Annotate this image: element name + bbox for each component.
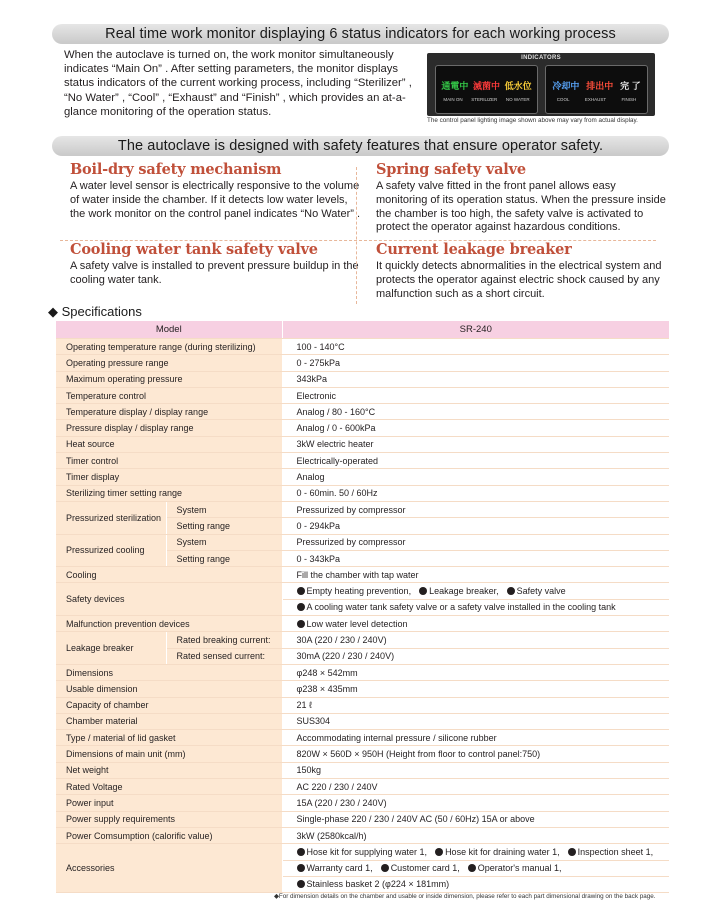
table-row	[56, 534, 669, 550]
table-row	[56, 453, 669, 469]
spec-value: 0 - 275kPa	[282, 355, 669, 371]
malfunction-item: Low water level detection	[306, 618, 408, 629]
table-row	[56, 762, 669, 778]
spec-value: Analog / 0 - 600kPa	[282, 420, 669, 436]
indicator-sterilizer-kanji: 滅菌中	[472, 81, 500, 91]
spec-label: Sterilizing timer setting range	[56, 485, 282, 501]
safety-item: A cooling water tank safety valve or a safety valve installed in the cooling tank	[306, 602, 616, 613]
table-row	[56, 469, 669, 485]
bullet-icon	[507, 587, 515, 595]
table-row	[56, 827, 669, 843]
indicator-exhaust-label: EXHAUST	[584, 97, 607, 102]
panel-caption: The control panel lighting image shown above may vary from actual display.	[427, 117, 638, 124]
indicator-cool-kanji: 冷却中	[552, 81, 580, 91]
spec-label: Leakage breaker	[56, 632, 166, 665]
spec-label: Operating temperature range (during sterilizing)	[56, 339, 282, 355]
spec-value	[282, 876, 669, 892]
feature-text: A water level sensor is electrically responsive to the volume of water inside the chamber. If it detects low water levels, the work monitor on the control panel indicates “No Water” .	[70, 180, 361, 220]
spec-value: 100 - 140°C	[282, 339, 669, 355]
indicator-box-right	[545, 65, 648, 114]
spec-label: Maximum operating pressure	[56, 371, 282, 387]
bullet-icon	[297, 880, 305, 888]
spec-label: Usable dimension	[56, 681, 282, 697]
spec-label: Pressurized sterilization	[56, 501, 166, 534]
indicator-cool-label: COOL	[556, 97, 570, 102]
feature-title: Spring safety valve	[376, 161, 526, 178]
table-row	[56, 339, 669, 355]
indicator-exhaust-kanji: 排出中	[586, 81, 614, 91]
accessory-item: Operator's manual 1,	[477, 863, 562, 874]
safety-item: Empty heating prevention,	[306, 586, 412, 597]
spec-label: Operating pressure range	[56, 355, 282, 371]
spec-value	[282, 860, 669, 876]
safety-item: Leakage breaker,	[429, 586, 499, 597]
spec-value: 150kg	[282, 762, 669, 778]
spec-value: AC 220 / 230 / 240V	[282, 779, 669, 795]
spec-value: 30mA (220 / 230 / 240V)	[282, 648, 669, 664]
feature-leakage-breaker	[376, 241, 666, 301]
bullet-icon	[297, 848, 305, 856]
feature-cooling-tank-valve	[70, 241, 360, 288]
table-row	[56, 371, 669, 387]
table-row	[56, 420, 669, 436]
specifications-table	[56, 321, 669, 893]
spec-label: Timer control	[56, 453, 282, 469]
spec-label: Capacity of chamber	[56, 697, 282, 713]
spec-sublabel: System	[166, 534, 282, 550]
spec-value: 21 ℓ	[282, 697, 669, 713]
safety-item: Safety valve	[516, 586, 566, 597]
table-row	[56, 844, 669, 860]
spec-value: Pressurized by compressor	[282, 501, 669, 517]
spec-value: 0 - 343kPa	[282, 550, 669, 566]
feature-divider-vertical	[356, 167, 357, 304]
bullet-icon	[381, 864, 389, 872]
indicator-no-water-kanji: 低水位	[504, 81, 532, 91]
spec-value: 3kW electric heater	[282, 436, 669, 452]
table-row	[56, 616, 669, 632]
table-row	[56, 811, 669, 827]
indicator-sterilizer-label: STERILIZER	[471, 97, 498, 102]
spec-label: Cooling	[56, 567, 282, 583]
spec-label: Heat source	[56, 436, 282, 452]
spec-label: Safety devices	[56, 583, 282, 616]
spec-value	[282, 599, 669, 615]
indicator-main-on-label: MAIN ON	[443, 97, 463, 102]
spec-sublabel: Setting range	[166, 518, 282, 534]
spec-value: Analog	[282, 469, 669, 485]
indicator-no-water-label: NO WATER	[505, 97, 530, 102]
spec-label: Pressure display / display range	[56, 420, 282, 436]
bullet-icon	[297, 587, 305, 595]
spec-sublabel: Setting range	[166, 550, 282, 566]
feature-title: Current leakage breaker	[376, 241, 572, 258]
spec-value: 343kPa	[282, 371, 669, 387]
spec-label: Chamber material	[56, 713, 282, 729]
specifications-heading: ◆ Specifications	[48, 304, 142, 319]
accessory-item: Hose kit for draining water 1,	[445, 846, 560, 857]
spec-label: Dimensions	[56, 664, 282, 680]
spec-label: Temperature display / display range	[56, 404, 282, 420]
table-header-row	[56, 321, 669, 339]
table-row	[56, 632, 669, 648]
spec-value: φ248 × 542mm	[282, 664, 669, 680]
feature-boil-dry	[70, 161, 360, 221]
bullet-icon	[468, 864, 476, 872]
spec-value	[282, 844, 669, 860]
indicator-panel-title: INDICATORS	[521, 55, 561, 61]
table-row	[56, 485, 669, 501]
spec-label: Pressurized cooling	[56, 534, 166, 567]
accessory-item: Warranty card 1,	[306, 863, 373, 874]
spec-value: Electrically-operated	[282, 453, 669, 469]
spec-label: Temperature control	[56, 387, 282, 403]
feature-text: A safety valve is installed to prevent pressure buildup in the cooling water tank.	[70, 260, 359, 286]
spec-sublabel: Rated sensed current:	[166, 648, 282, 664]
spec-value: SUS304	[282, 713, 669, 729]
model-value: SR-240	[282, 321, 669, 339]
work-monitor-description: When the autoclave is turned on, the work monitor simultaneously indicates “Main On” . After setting parameters, the monitor displays status indicators of the current working process, including “Sterilizer” , “No Water” , “Cool” , “Exhaust” and “Finish” , which provides an at-a-glance monitoring of the operation status.	[64, 49, 412, 118]
spec-value: 30A (220 / 230 / 240V)	[282, 632, 669, 648]
table-row	[56, 795, 669, 811]
spec-label: Net weight	[56, 762, 282, 778]
banner-safety-features: The autoclave is designed with safety features that ensure operator safety.	[52, 136, 669, 156]
table-row	[56, 436, 669, 452]
spec-value	[282, 616, 669, 632]
bullet-icon	[568, 848, 576, 856]
indicator-main-on-kanji: 通電中	[441, 81, 469, 91]
accessory-item: Inspection sheet 1,	[577, 846, 654, 857]
indicator-box-left	[435, 65, 538, 114]
spec-label: Timer display	[56, 469, 282, 485]
table-row	[56, 746, 669, 762]
bullet-icon	[297, 603, 305, 611]
spec-value: Single-phase 220 / 230 / 240V AC (50 / 60Hz) 15A or above	[282, 811, 669, 827]
accessory-item: Customer card 1,	[390, 863, 460, 874]
indicator-finish-label: FINISH	[621, 97, 637, 102]
spec-value: 3kW (2580kcal/h)	[282, 827, 669, 843]
spec-value: Electronic	[282, 387, 669, 403]
indicator-finish-kanji: 完 了	[620, 81, 641, 91]
indicator-panel-image	[427, 53, 655, 116]
spec-value: Fill the chamber with tap water	[282, 567, 669, 583]
table-row	[56, 681, 669, 697]
footnote: ◆For dimension details on the chamber and usable or inside dimension, please refer to each part dimensional drawing on the back page.	[274, 893, 656, 900]
accessory-item: Hose kit for supplying water 1,	[306, 846, 428, 857]
spec-value: Analog / 80 - 160°C	[282, 404, 669, 420]
bullet-icon	[297, 620, 305, 628]
spec-value	[282, 583, 669, 599]
spec-label: Power Comsumption (calorific value)	[56, 827, 282, 843]
table-row	[56, 697, 669, 713]
spec-value: φ238 × 435mm	[282, 681, 669, 697]
spec-label: Power input	[56, 795, 282, 811]
spec-sublabel: System	[166, 501, 282, 517]
table-row	[56, 404, 669, 420]
feature-text: A safety valve fitted in the front panel allows easy monitoring of its operation status. When the pressure inside the chamber is too high, the safety valve is activated to protect the operator against hazardous conditions.	[376, 180, 666, 234]
table-row	[56, 355, 669, 371]
spec-value: 0 - 60min. 50 / 60Hz	[282, 485, 669, 501]
feature-title: Cooling water tank safety valve	[70, 241, 318, 258]
spec-sublabel: Rated breaking current:	[166, 632, 282, 648]
table-row	[56, 779, 669, 795]
banner-work-monitor: Real time work monitor displaying 6 status indicators for each working process	[52, 24, 669, 44]
bullet-icon	[297, 864, 305, 872]
table-row	[56, 583, 669, 599]
spec-label: Rated Voltage	[56, 779, 282, 795]
table-row	[56, 387, 669, 403]
feature-divider-horizontal	[60, 240, 656, 241]
spec-label: Malfunction prevention devices	[56, 616, 282, 632]
model-label: Model	[56, 321, 282, 339]
table-row	[56, 567, 669, 583]
spec-value: Accommodating internal pressure / silicone rubber	[282, 730, 669, 746]
table-row	[56, 501, 669, 517]
spec-value: Pressurized by compressor	[282, 534, 669, 550]
bullet-icon	[419, 587, 427, 595]
table-row	[56, 713, 669, 729]
table-row	[56, 664, 669, 680]
spec-value: 820W × 560D × 950H (Height from floor to control panel:750)	[282, 746, 669, 762]
spec-label: Accessories	[56, 844, 282, 893]
spec-value: 0 - 294kPa	[282, 518, 669, 534]
feature-title: Boil-dry safety mechanism	[70, 161, 282, 178]
feature-spring-valve	[376, 161, 666, 235]
spec-value: 15A (220 / 230 / 240V)	[282, 795, 669, 811]
bullet-icon	[435, 848, 443, 856]
accessory-item: Stainless basket 2 (φ224 × 181mm)	[306, 879, 450, 890]
spec-label: Power supply requirements	[56, 811, 282, 827]
spec-label: Dimensions of main unit (mm)	[56, 746, 282, 762]
spec-label: Type / material of lid gasket	[56, 730, 282, 746]
feature-text: It quickly detects abnormalities in the electrical system and protects the operator against electric shock caused by any malfunction such as a short circuit.	[376, 260, 662, 300]
table-row	[56, 730, 669, 746]
